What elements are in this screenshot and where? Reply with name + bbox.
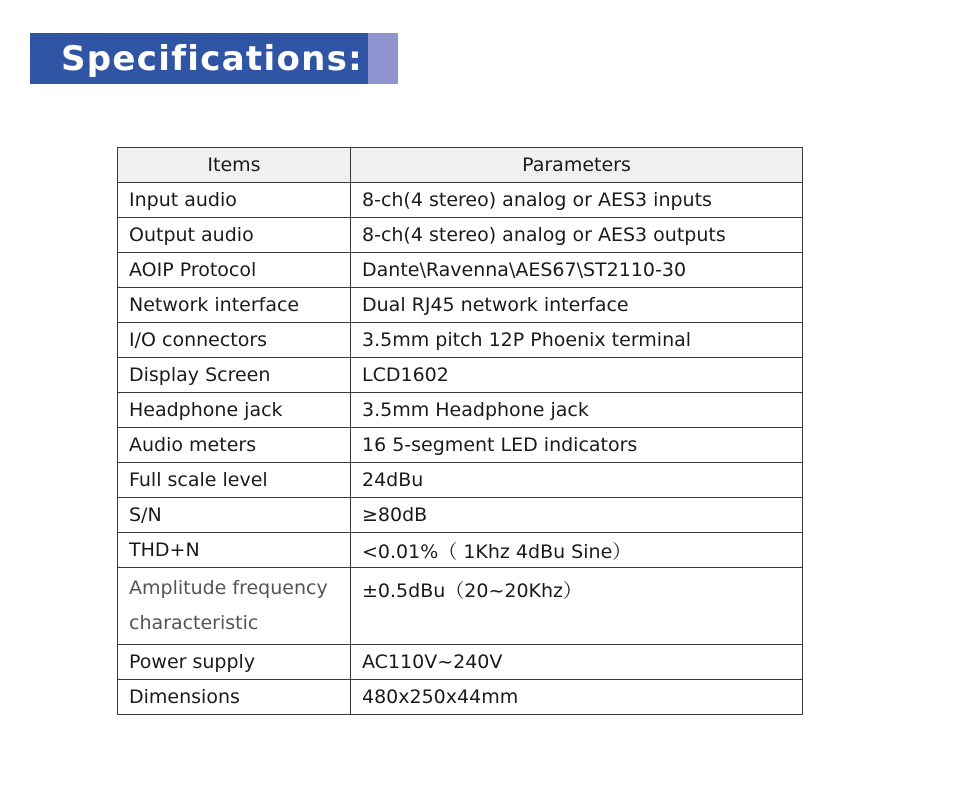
parameter-cell: AC110V~240V	[351, 645, 803, 680]
table-row	[118, 218, 803, 253]
item-cell: Dimensions	[118, 680, 351, 715]
table-header-row	[118, 148, 803, 183]
table-row	[118, 358, 803, 393]
table-row	[118, 498, 803, 533]
parameter-cell: 16 5-segment LED indicators	[351, 428, 803, 463]
parameter-cell: 3.5mm Headphone jack	[351, 393, 803, 428]
table-row	[118, 568, 803, 645]
parameter-cell: ≥80dB	[351, 498, 803, 533]
table-row	[118, 288, 803, 323]
parameter-cell: Dante\Ravenna\AES67\ST2110-30	[351, 253, 803, 288]
item-cell: Output audio	[118, 218, 351, 253]
banner-accent	[368, 33, 398, 84]
parameter-cell: 8-ch(4 stereo) analog or AES3 outputs	[351, 218, 803, 253]
item-cell: Audio meters	[118, 428, 351, 463]
parameter-cell: <0.01%（ 1Khz 4dBu Sine）	[351, 533, 803, 568]
table-row	[118, 533, 803, 568]
parameter-cell: 24dBu	[351, 463, 803, 498]
section-banner	[30, 33, 398, 84]
header-parameters: Parameters	[351, 148, 803, 183]
table-row	[118, 253, 803, 288]
parameter-cell: 8-ch(4 stereo) analog or AES3 inputs	[351, 183, 803, 218]
item-cell: Full scale level	[118, 463, 351, 498]
section-title: Specifications:	[61, 39, 364, 79]
header-items: Items	[118, 148, 351, 183]
item-cell: I/O connectors	[118, 323, 351, 358]
item-cell: Display Screen	[118, 358, 351, 393]
item-cell: Amplitude frequency characteristic	[118, 568, 351, 645]
table-row	[118, 183, 803, 218]
item-cell: THD+N	[118, 533, 351, 568]
item-cell: Power supply	[118, 645, 351, 680]
item-cell: S/N	[118, 498, 351, 533]
parameter-cell: LCD1602	[351, 358, 803, 393]
parameter-cell: Dual RJ45 network interface	[351, 288, 803, 323]
item-cell: AOIP Protocol	[118, 253, 351, 288]
item-cell: Headphone jack	[118, 393, 351, 428]
table-row	[118, 645, 803, 680]
table-row	[118, 463, 803, 498]
item-cell: Input audio	[118, 183, 351, 218]
specifications-table	[117, 147, 803, 715]
item-cell: Network interface	[118, 288, 351, 323]
parameter-cell: 3.5mm pitch 12P Phoenix terminal	[351, 323, 803, 358]
parameter-cell: ±0.5dBu（20~20Khz）	[351, 568, 803, 645]
parameter-cell: 480x250x44mm	[351, 680, 803, 715]
table-row	[118, 680, 803, 715]
table-row	[118, 393, 803, 428]
table-row	[118, 323, 803, 358]
table-row	[118, 428, 803, 463]
